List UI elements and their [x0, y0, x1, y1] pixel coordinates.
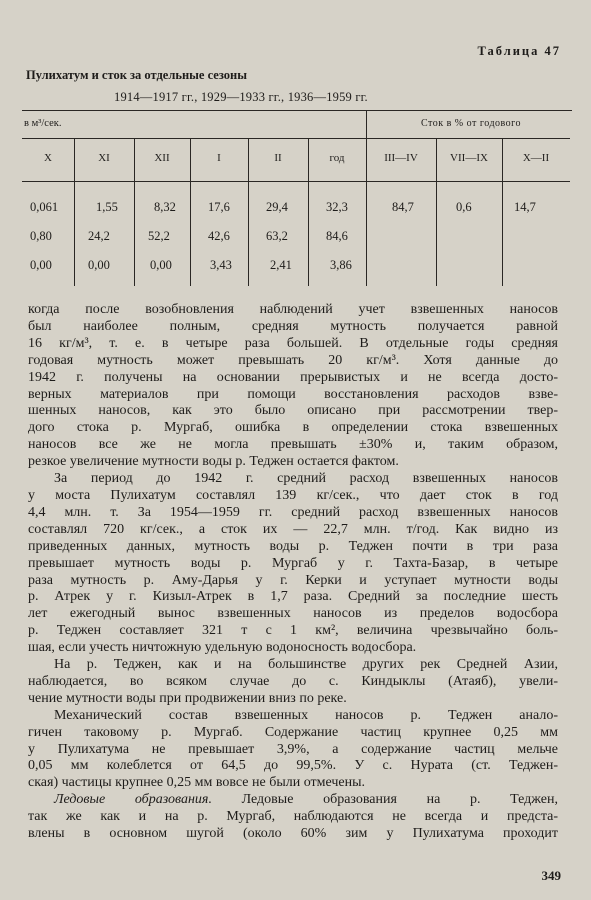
table-cell: 52,2: [148, 229, 170, 243]
table-cell: 17,6: [208, 200, 230, 214]
text-line: шенных наносов, как это было описано при рассмотрении твер-: [28, 403, 558, 419]
text-line: чение мутности воды при продвижении вниз по реке.: [28, 690, 347, 706]
paragraph-1: [28, 302, 558, 471]
text-line: ская) частицы крупнее 0,25 мм вовсе не были отмечены.: [28, 775, 366, 791]
table-caption-years: 1914—1917 гг., 1929—1933 гг., 1936—1959 гг.: [114, 90, 368, 104]
table-cell: 2,41: [270, 258, 292, 272]
table-label: Таблица 47: [477, 44, 561, 58]
table-cell: 29,4: [266, 200, 288, 214]
table-caption-title: Пулихатум и сток за отдельные сезоны: [26, 68, 248, 82]
text-line: 4,4 млн. т. За 1954—1959 гг. средний расход взвешенных наносов: [28, 504, 558, 520]
text-line: у Пулихатума не превышает 3,9%, а содержание частиц мельче: [28, 741, 558, 757]
text-line: раза мутность р. Аму-Дарья у г. Керки и уступает мутности воды: [28, 572, 558, 588]
paragraph-2: [28, 471, 558, 657]
table-cell: 0,00: [88, 258, 110, 272]
text-line: За период до 1942 г. средний расход взвешенных наносов: [54, 471, 558, 487]
paragraph-3: [28, 657, 558, 708]
text-run: Ледовые образования на р. Теджен,: [211, 792, 559, 808]
body-text: [28, 302, 558, 843]
table-cell: 63,2: [266, 229, 288, 243]
text-line: гичен таковому р. Мургаб. Содержание частиц крупнее 0,25 мм: [28, 724, 558, 740]
table-cell: 8,32: [154, 200, 176, 214]
table-cell: 3,86: [330, 258, 352, 272]
table-cell: 0,80: [30, 229, 52, 243]
text-line: годовая мутность может превышать 20 кг/м³. Хотя данные до: [28, 352, 558, 368]
table-header-rule: [22, 181, 570, 182]
table-cell: 0,061: [30, 200, 59, 214]
column-header: I: [217, 152, 221, 164]
table-cell: 32,3: [326, 200, 348, 214]
text-line: р. Атрек у г. Кизыл-Атрек в 1,7 раза. Средний за последние шесть: [28, 589, 558, 605]
table-cell: 0,00: [150, 258, 172, 272]
column-header: VII—IX: [450, 152, 488, 164]
text-line: [28, 792, 558, 809]
table-top-rule: [22, 110, 572, 111]
table-cell: 24,2: [88, 229, 110, 243]
text-line: 1942 г. получены на основании прерывистых и не всегда досто-: [28, 369, 558, 385]
text-line: влены в основном шугой (около 60% зим у Пулихатума проходит: [28, 826, 558, 842]
table-mid-rule: [22, 138, 570, 139]
column-header: XI: [98, 152, 110, 164]
text-line: На р. Теджен, как и на большинстве других рек Средней Азии,: [54, 657, 558, 673]
text-line: наносов все же не могла превышать ±30% и, таким образом,: [28, 437, 558, 453]
column-header: III—IV: [384, 152, 418, 164]
table-cell: 0,6: [456, 200, 472, 214]
text-line: резкое увеличение мутности воды р. Теджен остается фактом.: [28, 454, 399, 470]
text-line: был наиболее полным, средняя мутность получается равной: [28, 318, 558, 334]
column-header: год: [329, 152, 345, 164]
column-header: X: [44, 152, 52, 164]
column-header: XII: [154, 152, 170, 164]
text-line: шая, если учесть ничтожную удельную водоносность водосбора.: [28, 640, 417, 656]
column-header: II: [274, 152, 282, 164]
text-line: р. Теджен составляет 321 т с 1 км², величина чрезвычайно боль-: [28, 623, 558, 639]
text-line: так же как и на р. Мургаб, наблюдаются не всегда и предста-: [28, 809, 558, 825]
text-line: составлял 720 кг/сек., а сток их — 22,7 млн. т/год. Как видно из: [28, 521, 558, 537]
table-cell: 1,55: [96, 200, 118, 214]
table-unit-label: в м³/сек.: [24, 118, 62, 129]
text-line: наблюдается, во всяком случае до с. Киндыклы (Атаяб), увели-: [28, 673, 558, 689]
paragraph-4: [28, 708, 558, 793]
table-group-label: Сток в % от годового: [420, 118, 522, 129]
col-sep: [366, 110, 367, 286]
table-cell: 14,7: [514, 200, 536, 214]
table-cell: 84,6: [326, 229, 348, 243]
text-line: Механический состав взвешенных наносов р. Теджен анало-: [54, 707, 558, 723]
text-line: дого стока р. Мургаб, ошибка в определении стока взвешенных: [28, 420, 558, 436]
page-number: 349: [541, 868, 561, 883]
text-line: приведенных данных, мутность воды р. Теджен почти в три раза: [28, 538, 558, 554]
table-cell: 0,00: [30, 258, 52, 272]
text-line: когда после возобновления наблюдений учет взвешенных наносов: [28, 302, 558, 317]
section-heading-italic: Ледовые образования.: [54, 792, 212, 808]
text-line: лет ежегодный вынос взвешенных наносов из пределов водосбора: [28, 606, 558, 622]
column-header: X—II: [522, 152, 550, 164]
text-line: 0,05 мм колеблется от 64,5 до 99,5%. У с. Нурата (ст. Теджен-: [28, 758, 558, 774]
paragraph-5: [28, 792, 558, 843]
table-cell: 84,7: [392, 200, 414, 214]
text-line: превышает мутность воды р. Мургаб у г. Тахта-Базар, в четыре: [28, 555, 558, 571]
table-cell: 3,43: [210, 258, 232, 272]
text-line: верных материалов при помощи восстановления расходов взве-: [28, 386, 558, 402]
table-cell: 42,6: [208, 229, 230, 243]
text-line: у моста Пулихатум составлял 139 кг/сек., что дает сток в год: [28, 487, 558, 503]
text-line: 16 кг/м³, т. е. в четыре раза большей. В отдельные годы средняя: [28, 335, 558, 351]
